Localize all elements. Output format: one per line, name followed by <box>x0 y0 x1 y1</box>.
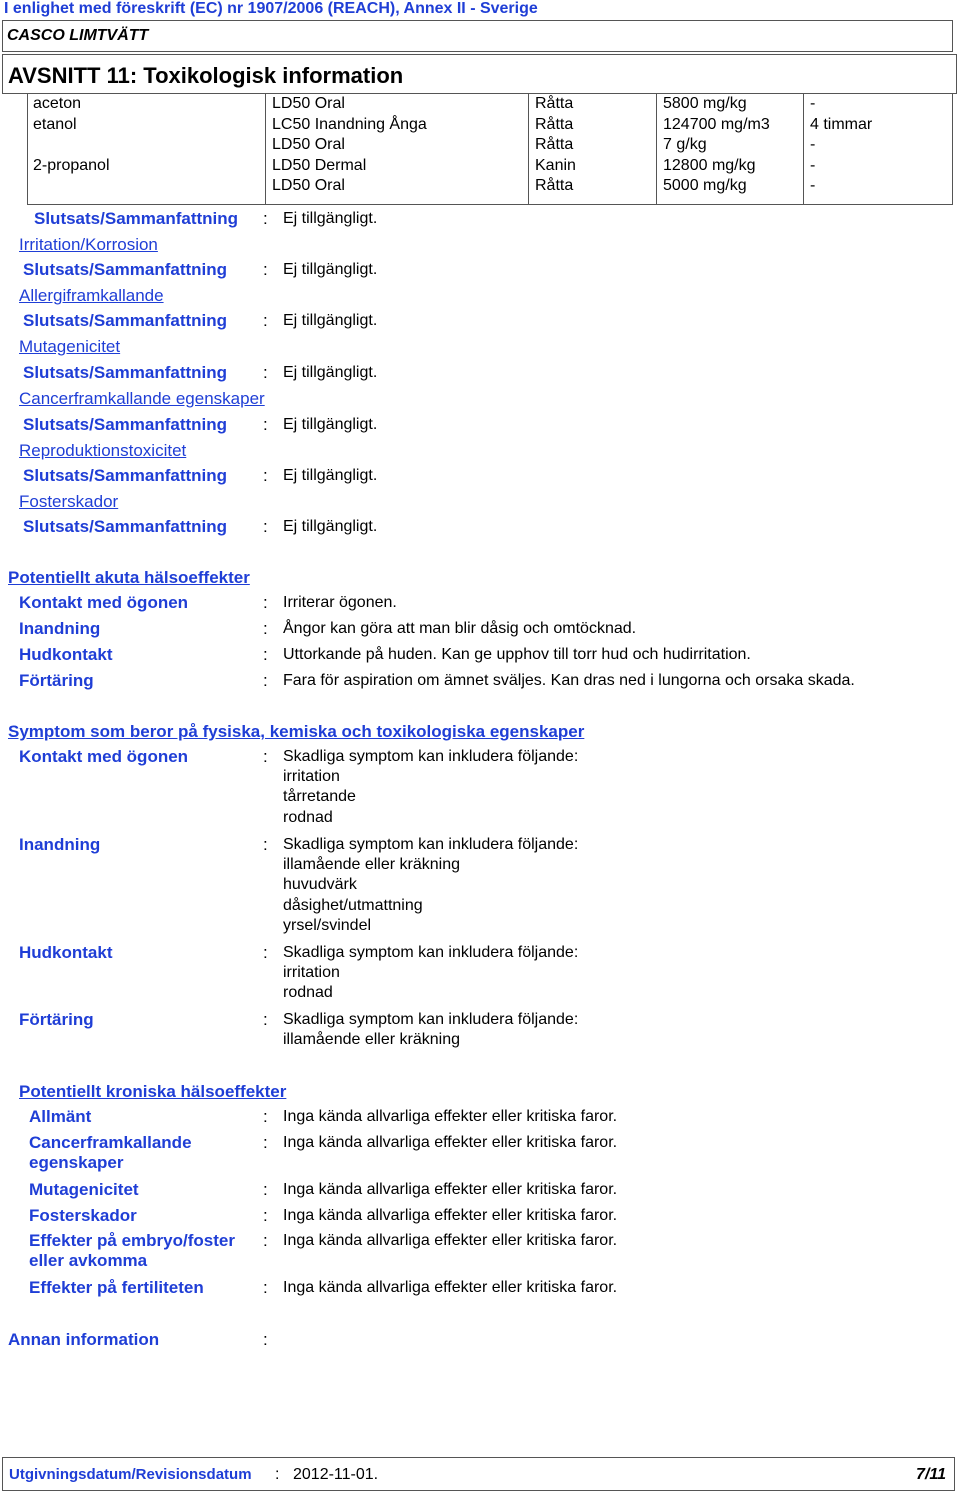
table-cell: 124700 mg/m3 <box>663 115 770 133</box>
chronic-label: Fosterskador <box>29 1206 137 1225</box>
symptom-colon: : <box>263 1010 268 1029</box>
symptom-label: Förtäring <box>19 1010 94 1029</box>
chronic-value: Inga kända allvarliga effekter eller kritiska faror. <box>283 1232 618 1249</box>
acute-value: Uttorkande på huden. Kan ge upphov till torr hud och hudirritation. <box>283 646 751 663</box>
acute-colon: : <box>263 671 268 690</box>
chronic-colon: : <box>263 1180 268 1199</box>
table-cell: 12800 mg/kg <box>663 156 756 174</box>
company-name: CASCO LIMTVÄTT <box>7 27 149 44</box>
summary-colon: : <box>263 363 268 382</box>
chronic-colon: : <box>263 1278 268 1297</box>
summary-label: Slutsats/Sammanfattning <box>23 311 228 330</box>
acute-value: Ångor kan göra att man blir dåsig och omtöcknad. <box>283 620 637 637</box>
chronic-colon: : <box>263 1231 268 1250</box>
footer <box>2 1457 955 1491</box>
chronic-value: Inga kända allvarliga effekter eller kritiska faror. <box>283 1207 618 1224</box>
subsection-heading: Cancerframkallande egenskaper <box>19 389 265 408</box>
footer-date: 2012-11-01. <box>293 1466 379 1483</box>
summary-value: Ej tillgängligt. <box>283 518 378 535</box>
symptom-line: illamående eller kräkning <box>283 1031 460 1049</box>
chronic-value: Inga kända allvarliga effekter eller kritiska faror. <box>283 1279 618 1296</box>
acute-colon: : <box>263 645 268 664</box>
summary-label: Slutsats/Sammanfattning <box>23 415 228 434</box>
chronic-label-cont: egenskaper <box>29 1153 124 1172</box>
chronic-label: Cancerframkallande <box>29 1133 192 1152</box>
summary-value: Ej tillgängligt. <box>283 416 378 433</box>
acute-label: Förtäring <box>19 671 94 690</box>
symptom-colon: : <box>263 835 268 854</box>
table-cell: LD50 Oral <box>272 136 345 153</box>
summary-value: Ej tillgängligt. <box>283 312 378 329</box>
table-divider <box>528 94 529 204</box>
table-cell: LD50 Dermal <box>272 156 367 174</box>
table-divider <box>656 94 657 204</box>
subsection-heading: Reproduktionstoxicitet <box>19 441 187 460</box>
chronic-value: Inga kända allvarliga effekter eller kritiska faror. <box>283 1108 618 1125</box>
symptom-label: Inandning <box>19 835 101 854</box>
toxicity-table <box>27 94 953 205</box>
symptom-line: rodnad <box>283 808 333 826</box>
company-box <box>2 20 953 52</box>
other-info-label: Annan information <box>8 1330 160 1349</box>
table-cell: 7 g/kg <box>663 136 707 153</box>
table-cell: LC50 Inandning Ånga <box>272 115 427 133</box>
table-cell: - <box>810 177 816 194</box>
subsection-heading: Irritation/Korrosion <box>19 235 158 254</box>
table-divider <box>265 94 266 204</box>
chronic-label: Allmänt <box>29 1107 92 1126</box>
regulation-title: I enlighet med föreskrift (EC) nr 1907/2006 (REACH), Annex II - Sverige <box>4 0 538 17</box>
table-cell: Kanin <box>535 156 576 174</box>
summary-colon: : <box>263 517 268 536</box>
summary-colon: : <box>263 311 268 330</box>
symptom-line: rodnad <box>283 984 333 1002</box>
table-cell: Råtta <box>535 115 574 133</box>
chronic-colon: : <box>263 1133 268 1152</box>
summary-value: Ej tillgängligt. <box>283 364 378 381</box>
table-cell: LD50 Oral <box>272 95 345 112</box>
summary-value: Ej tillgängligt. <box>283 261 378 278</box>
chronic-value: Inga kända allvarliga effekter eller kritiska faror. <box>283 1181 618 1198</box>
summary-value: Ej tillgängligt. <box>283 210 378 227</box>
table-cell: 4 timmar <box>810 115 873 133</box>
table-cell: etanol <box>33 115 77 133</box>
symptom-line: tårretande <box>283 788 356 806</box>
symptom-colon: : <box>263 943 268 962</box>
table-cell: 5800 mg/kg <box>663 95 747 112</box>
table-cell: - <box>810 136 816 153</box>
acute-label: Hudkontakt <box>19 645 113 664</box>
table-cell: 2-propanol <box>33 156 110 174</box>
symptom-line: yrsel/svindel <box>283 916 372 934</box>
chronic-label: Mutagenicitet <box>29 1180 139 1199</box>
summary-colon: : <box>263 209 268 228</box>
table-cell: Råtta <box>535 136 574 153</box>
acute-value: Irriterar ögonen. <box>283 594 397 611</box>
chronic-value: Inga kända allvarliga effekter eller kritiska faror. <box>283 1134 618 1151</box>
symptom-line: huvudvärk <box>283 876 357 894</box>
footer-date-label: Utgivningsdatum/Revisionsdatum <box>9 1466 252 1483</box>
summary-label: Slutsats/Sammanfattning <box>23 466 228 485</box>
summary-colon: : <box>263 415 268 434</box>
chronic-label: Effekter på fertiliteten <box>29 1278 204 1297</box>
table-cell: 5000 mg/kg <box>663 177 747 194</box>
summary-label: Slutsats/Sammanfattning <box>34 209 239 228</box>
table-cell: Råtta <box>535 95 574 112</box>
acute-label: Inandning <box>19 619 101 638</box>
symptoms-heading: Symptom som beror på fysiska, kemiska och toxikologiska egenskaper <box>8 722 585 741</box>
summary-label: Slutsats/Sammanfattning <box>23 363 228 382</box>
table-cell: - <box>810 156 816 174</box>
symptom-line: illamående eller kräkning <box>283 856 460 874</box>
table-cell: LD50 Oral <box>272 177 345 194</box>
footer-colon: : <box>275 1466 280 1483</box>
page-number: 7/11 <box>916 1466 946 1483</box>
chronic-label: Effekter på embryo/foster <box>29 1231 235 1250</box>
summary-label: Slutsats/Sammanfattning <box>23 517 228 536</box>
symptom-line: Skadliga symptom kan inkludera följande: <box>283 1011 579 1028</box>
acute-colon: : <box>263 619 268 638</box>
acute-label: Kontakt med ögonen <box>19 593 189 612</box>
chronic-colon: : <box>263 1206 268 1225</box>
symptom-label: Hudkontakt <box>19 943 113 962</box>
section-title: AVSNITT 11: Toxikologisk information <box>8 63 404 88</box>
section-header <box>2 54 957 94</box>
summary-colon: : <box>263 260 268 279</box>
symptom-line: irritation <box>283 768 340 786</box>
acute-value: Fara för aspiration om ämnet sväljes. Kan dras ned i lungorna och orsaka skada. <box>283 672 855 689</box>
acute-heading: Potentiellt akuta hälsoeffekter <box>8 568 250 587</box>
other-info-colon: : <box>263 1330 268 1349</box>
symptom-line: Skadliga symptom kan inkludera följande: <box>283 944 579 961</box>
chronic-colon: : <box>263 1107 268 1126</box>
table-divider <box>803 94 804 204</box>
symptom-line: Skadliga symptom kan inkludera följande: <box>283 748 579 765</box>
table-cell: Råtta <box>535 177 574 194</box>
subsection-heading: Allergiframkallande <box>19 286 164 305</box>
acute-colon: : <box>263 593 268 612</box>
subsection-heading: Fosterskador <box>19 492 119 511</box>
symptom-line: dåsighet/utmattning <box>283 896 423 914</box>
chronic-heading: Potentiellt kroniska hälsoeffekter <box>19 1082 287 1101</box>
symptom-colon: : <box>263 747 268 766</box>
summary-colon: : <box>263 466 268 485</box>
symptom-label: Kontakt med ögonen <box>19 747 189 766</box>
symptom-line: irritation <box>283 964 340 982</box>
chronic-label-cont: eller avkomma <box>29 1251 148 1270</box>
symptom-line: Skadliga symptom kan inkludera följande: <box>283 836 579 853</box>
summary-value: Ej tillgängligt. <box>283 467 378 484</box>
table-cell: aceton <box>33 95 82 112</box>
table-cell: - <box>810 95 816 112</box>
summary-label: Slutsats/Sammanfattning <box>23 260 228 279</box>
subsection-heading: Mutagenicitet <box>19 337 121 356</box>
